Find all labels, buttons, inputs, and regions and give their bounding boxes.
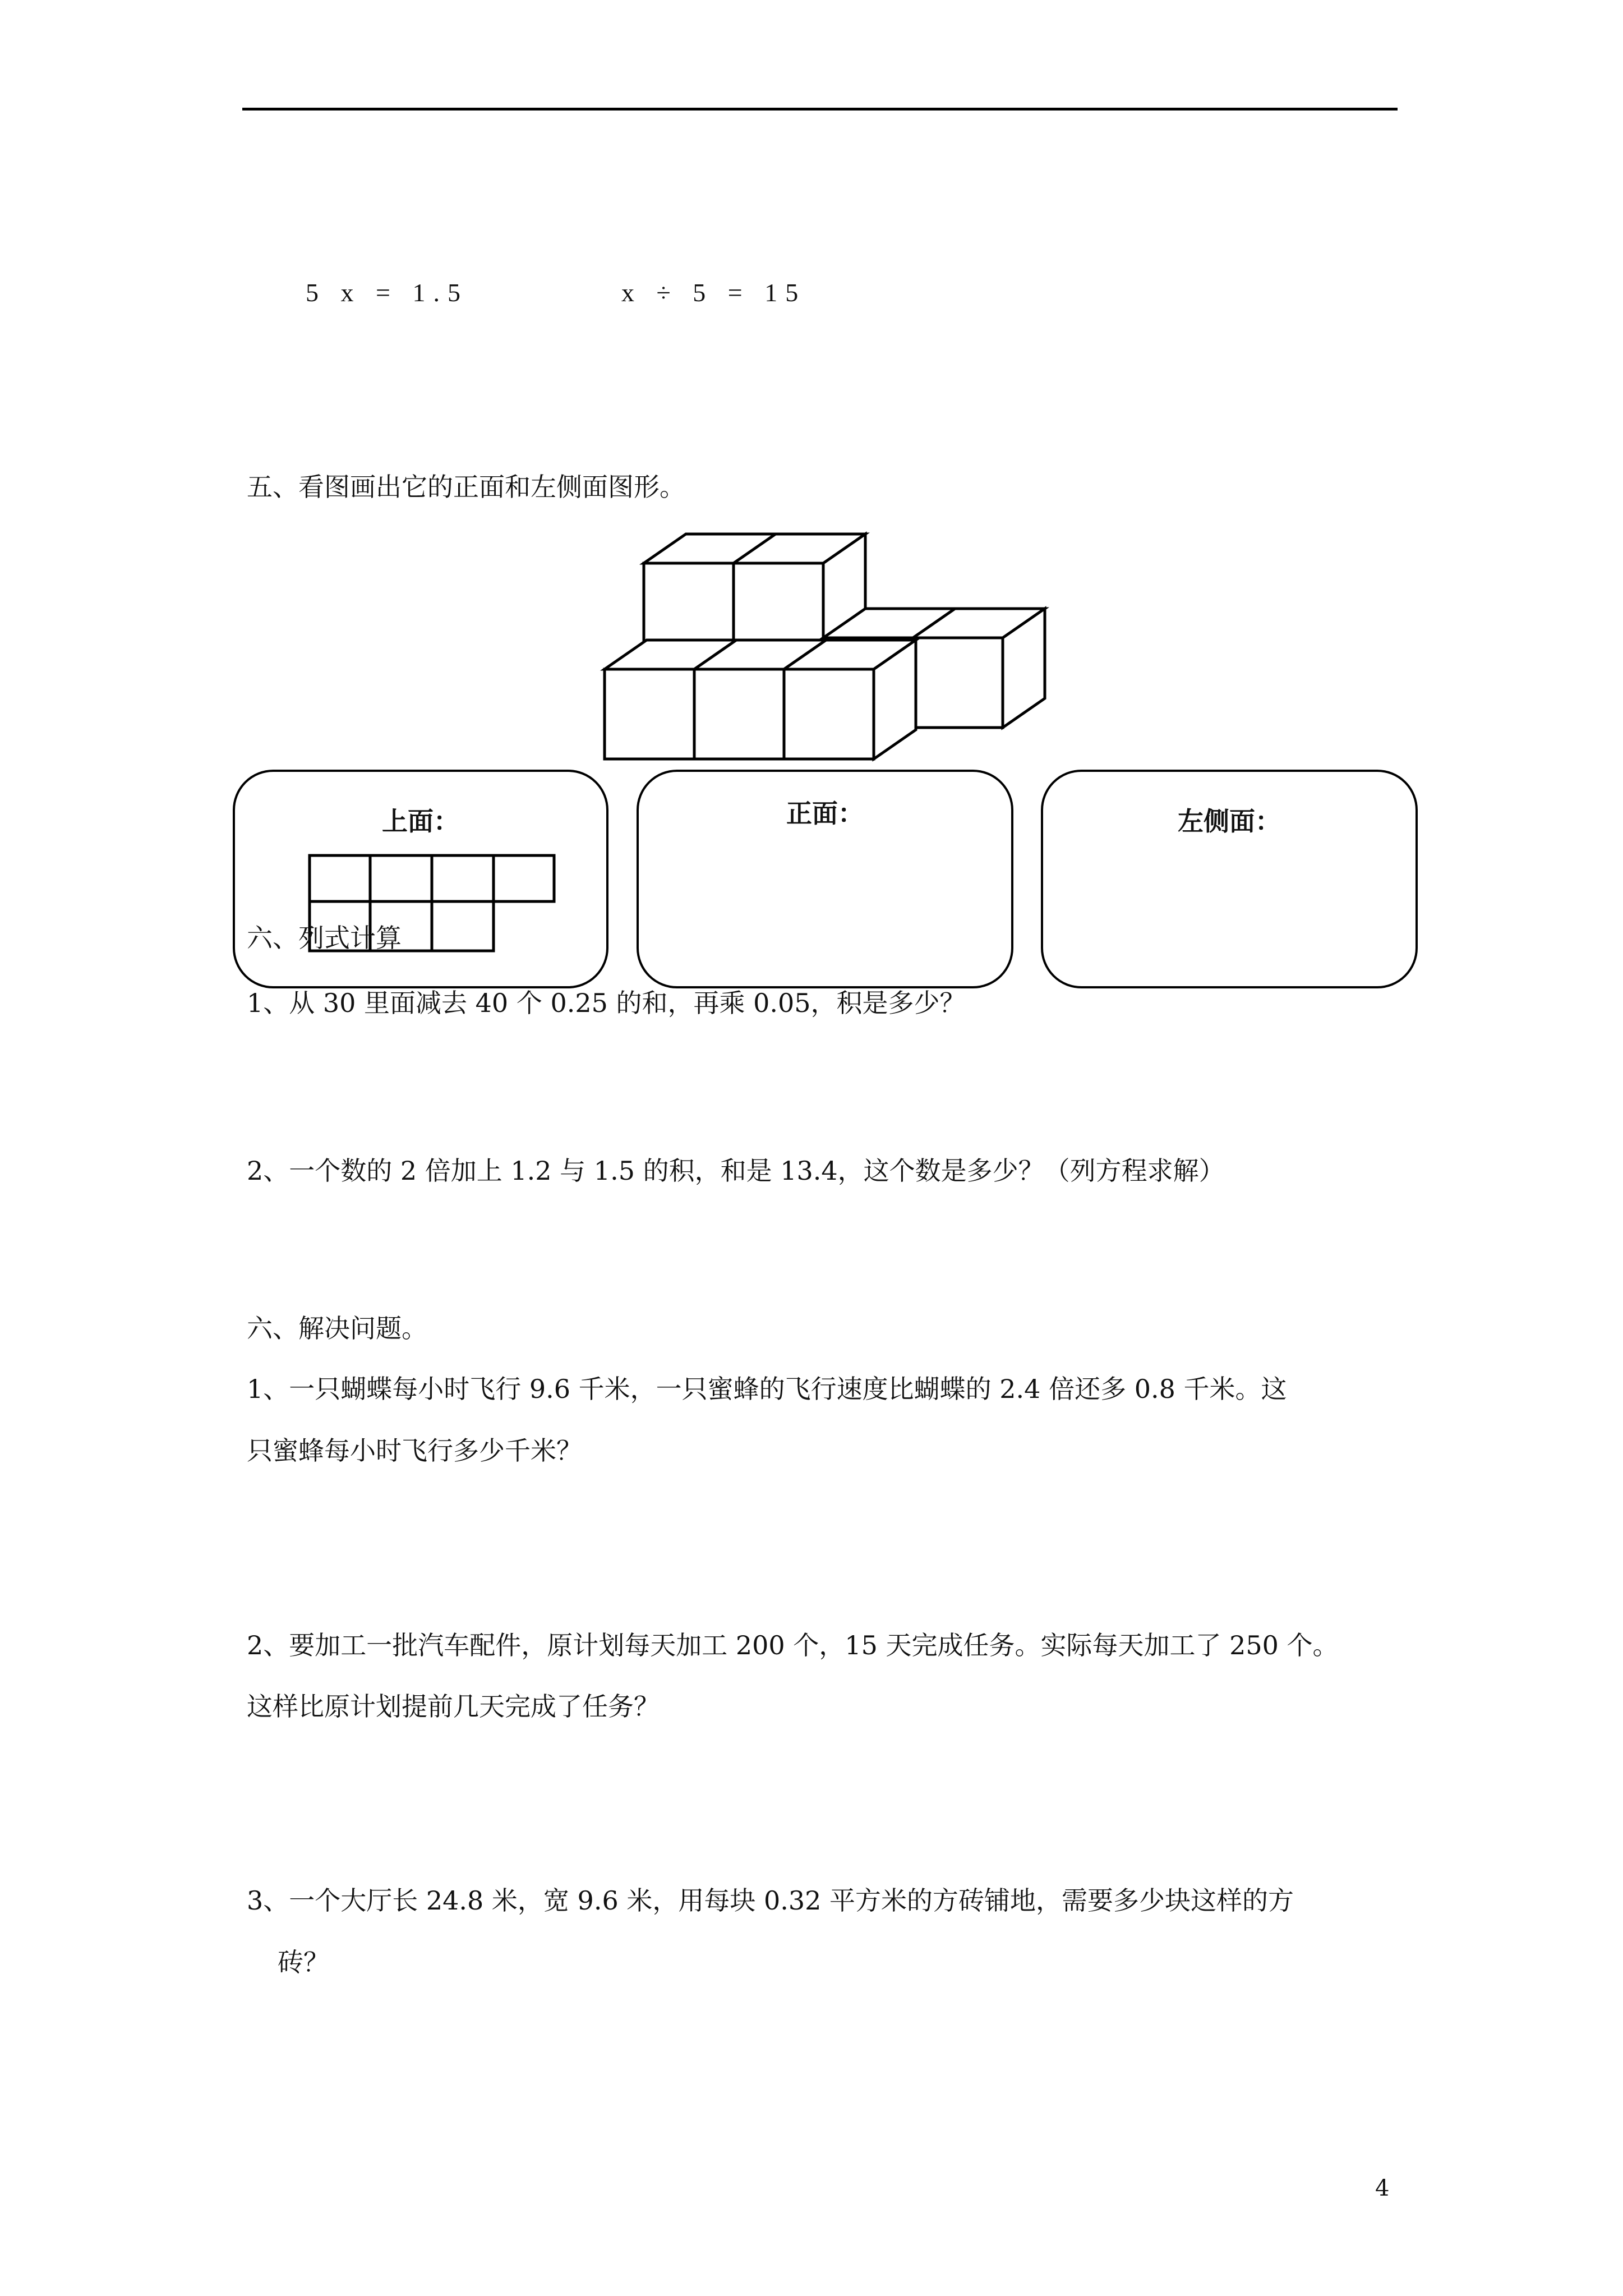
left-view-label: 左侧面： bbox=[1178, 806, 1281, 836]
section6b-title: 六、解决问题。 bbox=[247, 1313, 427, 1343]
question-6b-1-line2: 只蜜蜂每小时飞行多少千米？ bbox=[247, 1435, 582, 1466]
section5-title: 五、看图画出它的正面和左侧面图形。 bbox=[247, 472, 685, 502]
section6a-title: 六、列式计算 bbox=[247, 923, 402, 953]
page-number: 4 bbox=[1375, 2175, 1390, 2201]
question-6b-2-line1: 2、要加工一批汽车配件，原计划每天加工 200 个，15 天完成任务。实际每天加工了 250 个。 bbox=[247, 1630, 1339, 1660]
question-6a-2: 2、一个数的 2 倍加上 1.2 与 1.5 的积，和是 13.4，这个数是多少？（列方程求解） bbox=[247, 1156, 1225, 1186]
front-view-label: 正面： bbox=[786, 798, 864, 829]
question-6a-1: 1、从 30 里面减去 40 个 0.25 的和，再乘 0.05，积是多少？ bbox=[247, 988, 966, 1018]
question-6b-1-line1: 1、一只蝴蝶每小时飞行 9.6 千米，一只蜜蜂的飞行速度比蝴蝶的 2.4 倍还多 0.8 千米。这 bbox=[247, 1374, 1287, 1404]
question-6b-3-line1: 3、一个大厅长 24.8 米，宽 9.6 米，用每块 0.32 平方米的方砖铺地，需要多少块这样的方 bbox=[247, 1885, 1294, 1916]
top-view-grid bbox=[0, 0, 1623, 1010]
equation-1: 5 x = 1.5 bbox=[306, 278, 468, 307]
equation-2: x ÷ 5 = 15 bbox=[621, 278, 806, 307]
top-view-label: 上面： bbox=[382, 806, 459, 836]
question-6b-3-line2: 砖？ bbox=[278, 1947, 329, 1977]
question-6b-2-line2: 这样比原计划提前几天完成了任务？ bbox=[247, 1691, 660, 1722]
